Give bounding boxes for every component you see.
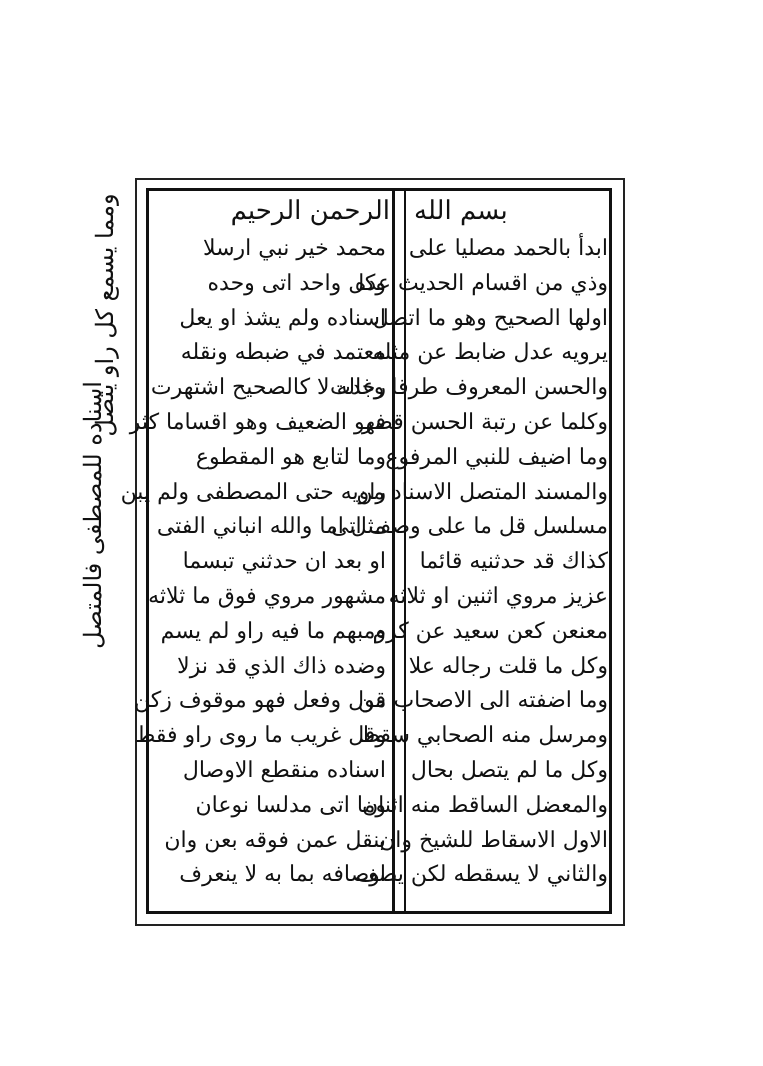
verse-line: ابدأ بالحمد مصليا على [408, 236, 608, 261]
verse-line: ومرسل منه الصحابي سقط [359, 723, 608, 749]
header-basmala-right: بسم الله [414, 196, 508, 226]
verse-line: وقل غريب ما روى راو فقط [135, 723, 386, 749]
verse-line: وما لتابع هو المقطوع [195, 444, 386, 470]
margin-note-inner: اسناده للمصطفى فالمتصل [79, 381, 107, 649]
verse-line: الاول الاسقاط للشيخ وان [379, 827, 608, 853]
verse-line: مسلسل قل ما على وصف اتى [330, 514, 608, 540]
margin-note-outer: ومما يسمع كل راو يتصل [91, 193, 119, 437]
verse-line: راويه حتى المصطفى ولم يبن [120, 479, 386, 505]
verse-line: والمسند المتصل الاسناد من [356, 479, 608, 505]
verse-line: محمد خير نبي ارسلا [202, 236, 386, 261]
verse-line: مشهور مروي فوق ما ثلاثه [148, 583, 386, 609]
verse-line: وكل ما لم يتصل بحال [410, 757, 608, 783]
verse-line: والحسن المعروف طرقا وغدت [330, 375, 608, 401]
verse-line: كذاك قد حدثنيه قائما [419, 549, 608, 575]
left-column [120, 232, 386, 893]
verse-line: قول وفعل فهو موقوف زكن [134, 688, 386, 714]
verse-line: والثاني لا يسقطه لكن يصف [355, 862, 608, 888]
verse-line: وضده ذاك الذي قد نزلا [177, 653, 386, 679]
verse-line: اسناده منقطع الاوصال [182, 757, 386, 783]
verse-line: اوصافه بما به لا ينعرف [179, 862, 386, 888]
verse-line: رجاله لا كالصحيح اشتهرت [150, 375, 386, 401]
verse-line: وما اضفته الى الاصحاب من [357, 688, 608, 714]
verse-line: وما اضيف للنبي المرفوع [385, 444, 608, 470]
verse-line: ينقل عمن فوقه بعن وان [164, 827, 386, 853]
verse-line: وذي من اقسام الحديث عده [354, 270, 608, 296]
verse-line: وكل واحد اتى وحده [207, 270, 386, 296]
verse-line: معنعن كعن سعيد عن كرم [372, 618, 608, 644]
verse-line: معتمد في ضبطه ونقله [180, 340, 386, 366]
verse-line: اسناده ولم يشذ او يعل [179, 305, 386, 331]
right-column [330, 232, 608, 893]
header-basmala-left: الرحمن الرحيم [230, 196, 390, 226]
verse-line: وكلما عن رتبة الحسن قصر [362, 409, 608, 435]
verse-line: او بعد ان حدثني تبسما [182, 549, 386, 575]
verse-line: وما اتى مدلسا نوعان [195, 792, 386, 818]
verse-line: مثل اما والله انباني الفتى [156, 514, 386, 540]
verse-line: فهو الضعيف وهو اقساما كثر [129, 409, 386, 435]
verse-line: ومبهم ما فيه راو لم يسم [160, 618, 386, 644]
verse-line: والمعضل الساقط منه اثنان [362, 792, 608, 818]
verse-line: وكل ما قلت رجاله علا [408, 653, 608, 679]
verse-line: عزيز مروي اثنين او ثلاثه [388, 583, 608, 609]
verse-line: يرويه عدل ضابط عن مثله [372, 340, 608, 366]
verse-line: اولها الصحيح وهو ما اتصل [372, 305, 608, 331]
